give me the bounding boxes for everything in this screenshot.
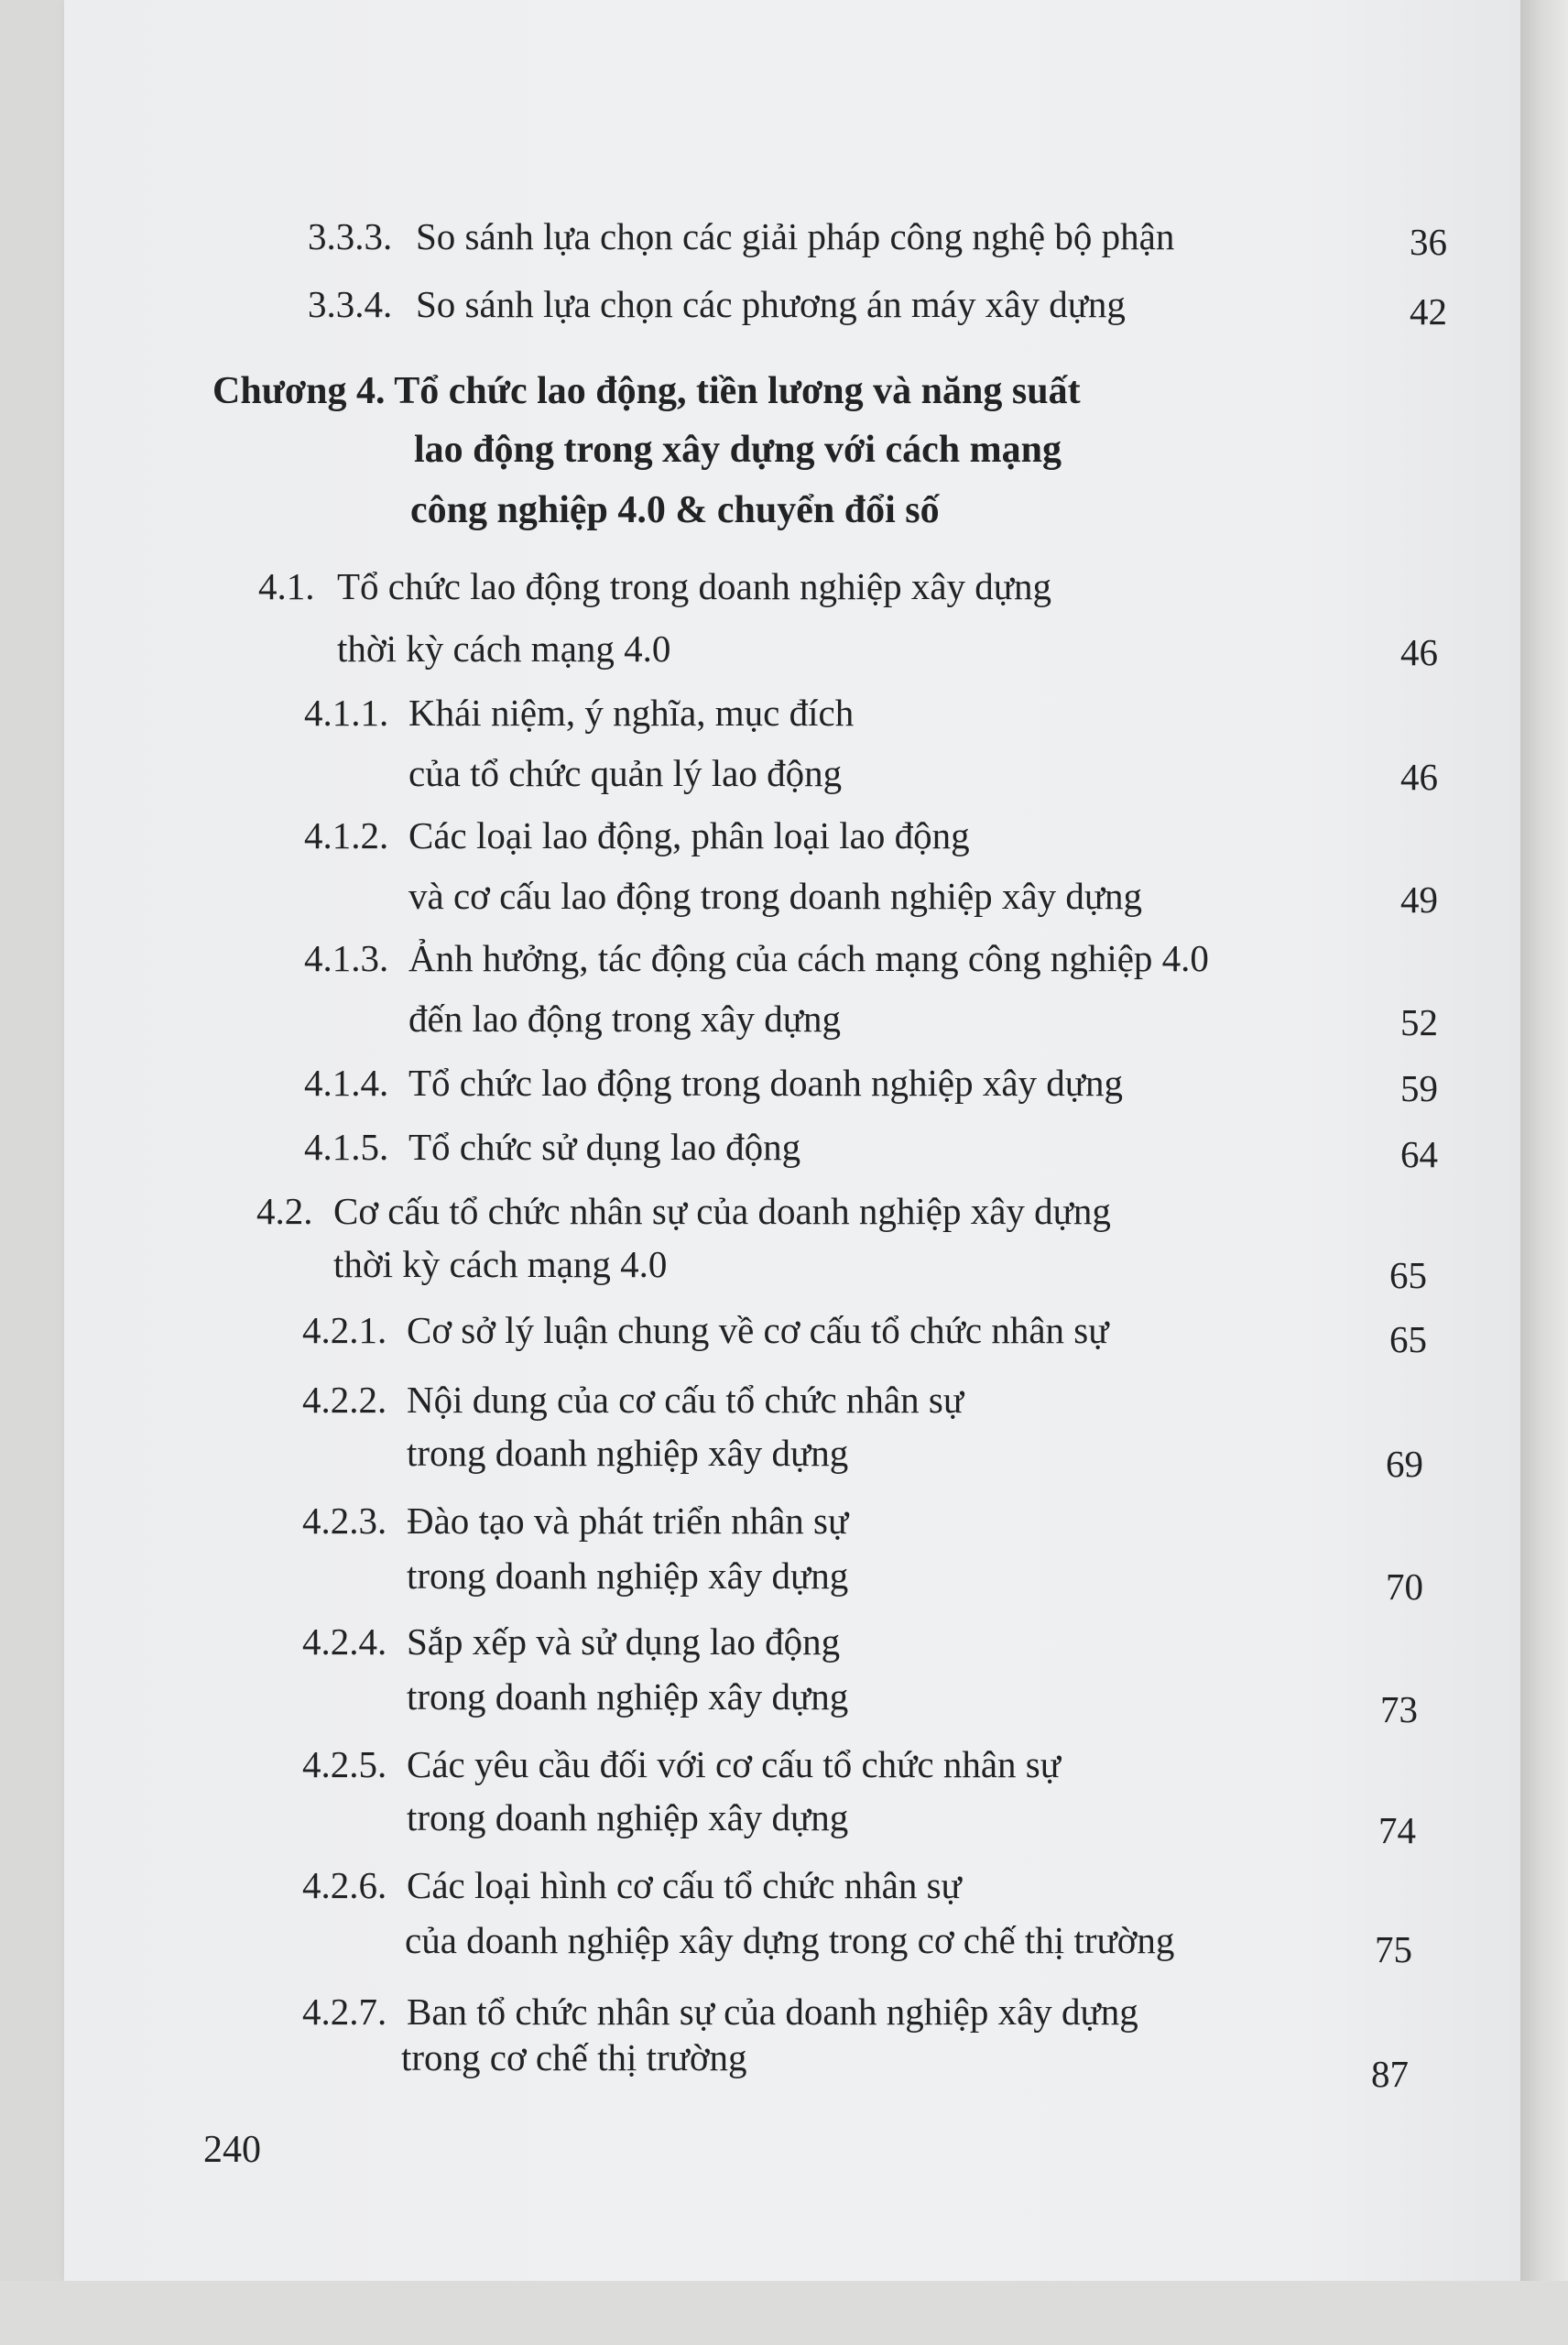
toc-page-number: 42 [1410,290,1447,333]
toc-entry-number: 4.2. [256,1190,313,1232]
toc-page-number: 65 [1389,1254,1427,1296]
toc-entry-number: 4.1.2. [304,814,389,856]
toc-entry-title-cont: trong cơ chế thị trường [401,2036,747,2078]
toc-entry-title: Cơ sở lý luận chung về cơ cấu tổ chức nhân sự [407,1309,1109,1351]
toc-entry-number: 4.2.1. [302,1309,387,1351]
chapter-title-line-3: công nghiệp 4.0 & chuyển đổi số [410,489,940,531]
page-folio-number: 240 [203,2129,261,2171]
toc-entry-4-1-1 [304,694,854,732]
toc-entry-title-cont: của tổ chức quản lý lao động [408,752,843,794]
toc-page-number: 70 [1386,1565,1423,1608]
toc-page-number: 87 [1371,2053,1409,2095]
toc-entry-number: 3.3.4. [308,283,393,325]
toc-page-number: 75 [1375,1928,1412,1970]
toc-entry-number: 4.1.1. [304,692,389,734]
toc-page-number: 73 [1380,1688,1418,1730]
toc-page-number: 59 [1400,1067,1438,1109]
chapter-heading [212,372,1081,410]
toc-entry-number: 4.2.7. [302,1991,387,2033]
toc-entry-number: 4.2.4. [302,1620,387,1663]
toc-entry-title-cont: trong doanh nghiệp xây dựng [407,1675,849,1718]
toc-entry-4-2-3 [302,1502,848,1540]
toc-entry-title: Nội dung của cơ cấu tổ chức nhân sự [407,1379,964,1421]
toc-section-4-1 [258,565,1052,607]
toc-entry-3-3-3 [308,215,1175,257]
toc-page-number: 49 [1400,878,1438,921]
toc-entry-title: Tổ chức lao động trong doanh nghiệp xây dựng [337,565,1052,607]
toc-page-number: 46 [1400,756,1438,798]
toc-page-number: 64 [1400,1133,1438,1175]
chapter-number: Chương 4. [212,370,386,412]
toc-page-number: 65 [1389,1318,1427,1360]
toc-entry-number: 4.1.3. [304,937,389,979]
toc-entry-title-cont: đến lao động trong xây dựng [408,998,842,1040]
toc-entry-number: 4.2.2. [302,1379,387,1421]
toc-entry-title: Tổ chức sử dụng lao động [408,1126,801,1168]
toc-page-number: 46 [1400,631,1438,673]
toc-entry-number: 4.1.5. [304,1126,389,1168]
toc-entry-4-1-2 [304,814,970,856]
toc-entry-4-2-1 [302,1309,1109,1351]
toc-entry-title: So sánh lựa chọn các giải pháp công nghệ bộ phận [416,215,1175,257]
page-bottom-margin [0,2281,1568,2345]
toc-entry-4-1-5 [304,1126,801,1168]
toc-entry-number: 4.1.4. [304,1062,389,1104]
toc-entry-number: 3.3.3. [308,215,393,257]
toc-entry-title: Sắp xếp và sử dụng lao động [407,1620,841,1663]
toc-entry-number: 4.2.5. [302,1743,387,1785]
toc-entry-number: 4.2.6. [302,1864,387,1906]
toc-entry-4-2-2 [302,1381,964,1419]
toc-entry-number: 4.2.3. [302,1500,387,1542]
chapter-title-line-2: lao động trong xây dựng với cách mạng [414,429,1062,471]
toc-page-number: 52 [1400,1001,1438,1043]
toc-entry-3-3-4 [308,283,1126,325]
toc-page-number: 69 [1386,1443,1423,1485]
toc-entry-title: Các loại hình cơ cấu tổ chức nhân sự [407,1864,962,1906]
toc-entry-title: Ảnh hưởng, tác động của cách mạng công nghiệp 4.0 [408,937,1209,979]
toc-entry-number: 4.1. [258,565,315,607]
toc-page-number: 74 [1378,1809,1416,1851]
page-edge [1520,0,1568,2345]
toc-entry-title: Đào tạo và phát triển nhân sự [407,1500,849,1542]
toc-entry-title: Tổ chức lao động trong doanh nghiệp xây dựng [408,1062,1124,1104]
toc-entry-title: Khái niệm, ý nghĩa, mục đích [408,692,855,734]
toc-entry-title-cont: và cơ cấu lao động trong doanh nghiệp xây dựng [408,875,1143,917]
toc-entry-4-2-7 [302,1993,1138,2031]
toc-entry-title-cont: trong doanh nghiệp xây dựng [407,1554,849,1597]
toc-entry-title-cont: trong doanh nghiệp xây dựng [407,1796,849,1838]
toc-section-4-2 [256,1190,1111,1232]
toc-entry-title-cont: của doanh nghiệp xây dựng trong cơ chế thị trường [405,1919,1175,1961]
chapter-title-line-1: Tổ chức lao động, tiền lương và năng suất [394,370,1081,412]
toc-entry-4-2-6 [302,1864,962,1906]
toc-entry-title: Các loại lao động, phân loại lao động [408,814,970,856]
toc-entry-4-2-5 [302,1743,1061,1785]
toc-entry-title: Các yêu cầu đối với cơ cấu tổ chức nhân sự [407,1743,1061,1785]
toc-entry-title-cont: trong doanh nghiệp xây dựng [407,1432,849,1474]
toc-entry-title: Ban tổ chức nhân sự của doanh nghiệp xây dựng [407,1991,1138,2033]
toc-entry-title: So sánh lựa chọn các phương án máy xây dựng [416,283,1126,325]
toc-entry-title-cont: thời kỳ cách mạng 4.0 [337,627,671,670]
toc-entry-4-2-4 [302,1620,841,1663]
toc-page-number: 36 [1410,221,1447,263]
toc-entry-title: Cơ cấu tổ chức nhân sự của doanh nghiệp xây dựng [333,1190,1111,1232]
toc-entry-4-1-3 [304,937,1209,979]
toc-entry-title-cont: thời kỳ cách mạng 4.0 [333,1243,668,1285]
toc-entry-4-1-4 [304,1064,1123,1102]
